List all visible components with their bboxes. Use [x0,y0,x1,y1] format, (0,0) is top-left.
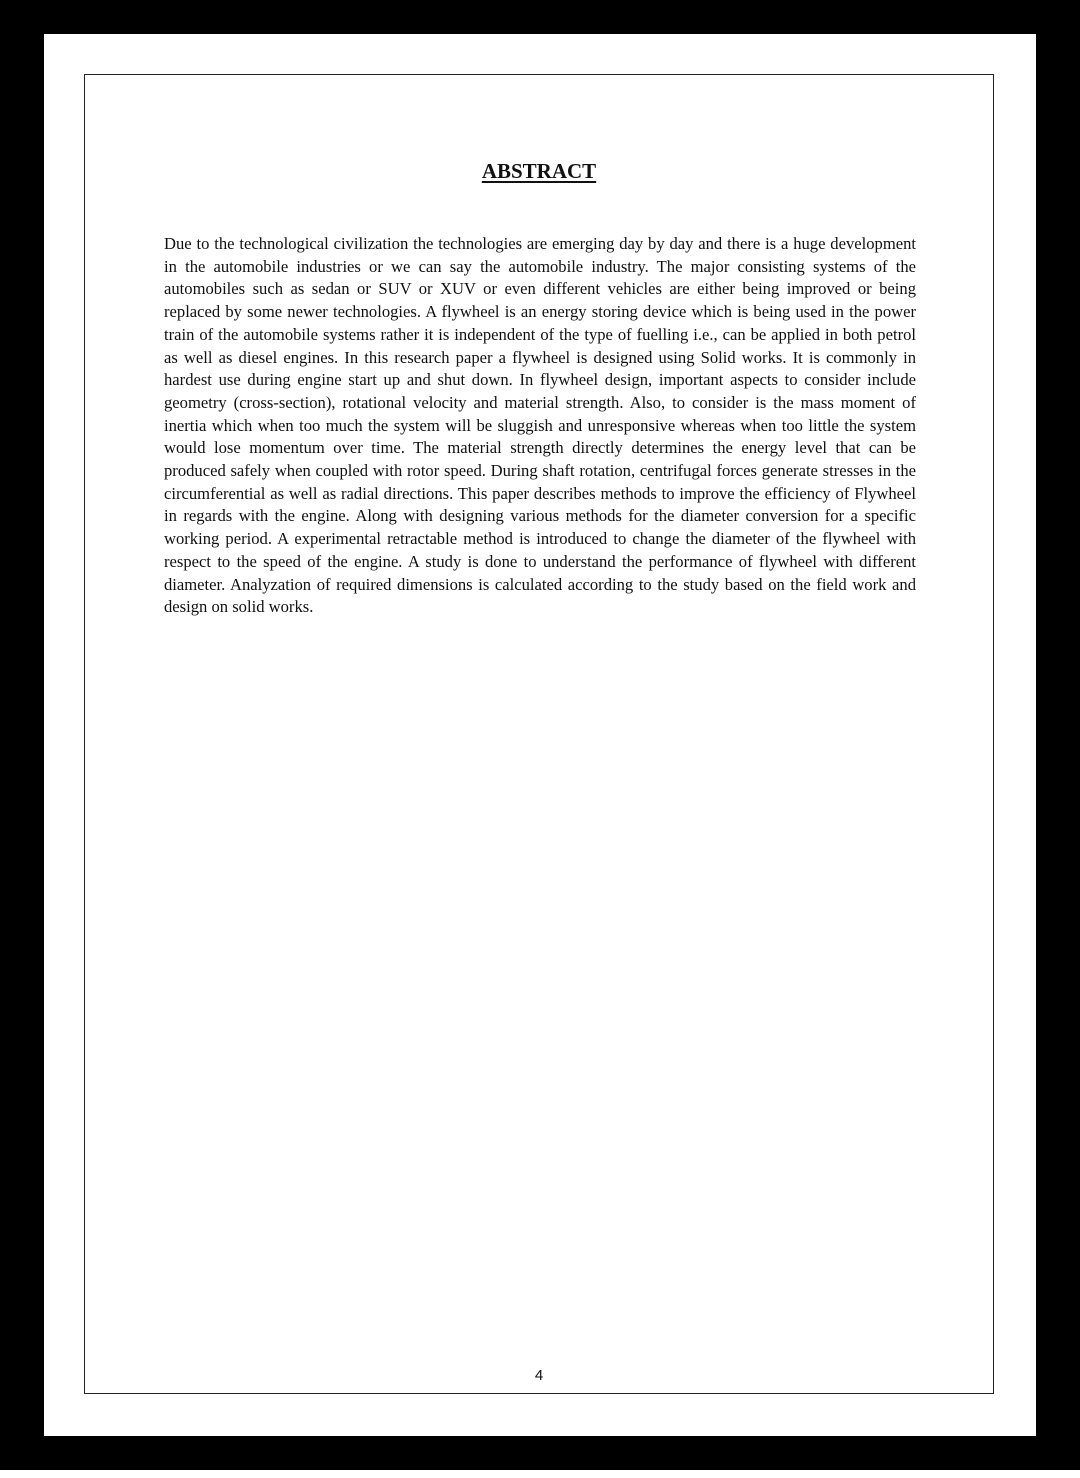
page-number: 4 [534,1367,544,1384]
page-border [84,74,994,1394]
abstract-title: ABSTRACT [481,159,597,183]
document-page [44,34,1036,1436]
abstract-body: Due to the technological civilization the technologies are emerging day by day and there is a huge development in the automobile industries or we can say the automobile industry. The major consisting systems of the automobiles such as sedan or SUV or XUV or even different vehicles are either being improved or being replaced by some newer technologies. A flywheel is an energy storing device which is being used in the power train of the automobile systems rather it is independent of the type of fuelling i.e., can be applied in both petrol as well as diesel engines. In this research paper a flywheel is designed using Solid works. It is commonly in hardest use during engine start up and shut down. In flywheel design, important aspects to consider include geometry (cross-section), rotational velocity and material strength. Also, to consider is the mass moment of inertia which when too much the system will be sluggish and unresponsive whereas when too little the system would lose momentum over time. The material strength directly determines the energy level that can be produced safely when coupled with rotor speed. During shaft rotation, centrifugal forces generate stresses in the circumferential as well as radial directions. This paper describes methods to improve the efficiency of Flywheel in regards with the engine. Along with designing various methods for the diameter conversion for a specific working period. A experimental retractable method is introduced to change the diameter of the flywheel with respect to the speed of the engine. A study is done to understand the performance of flywheel with different diameter. Analyzation of required dimensions is calculated according to the study based on the field work and design on solid works. [164,234,916,617]
bottom-edge-strip [0,1470,1080,1478]
